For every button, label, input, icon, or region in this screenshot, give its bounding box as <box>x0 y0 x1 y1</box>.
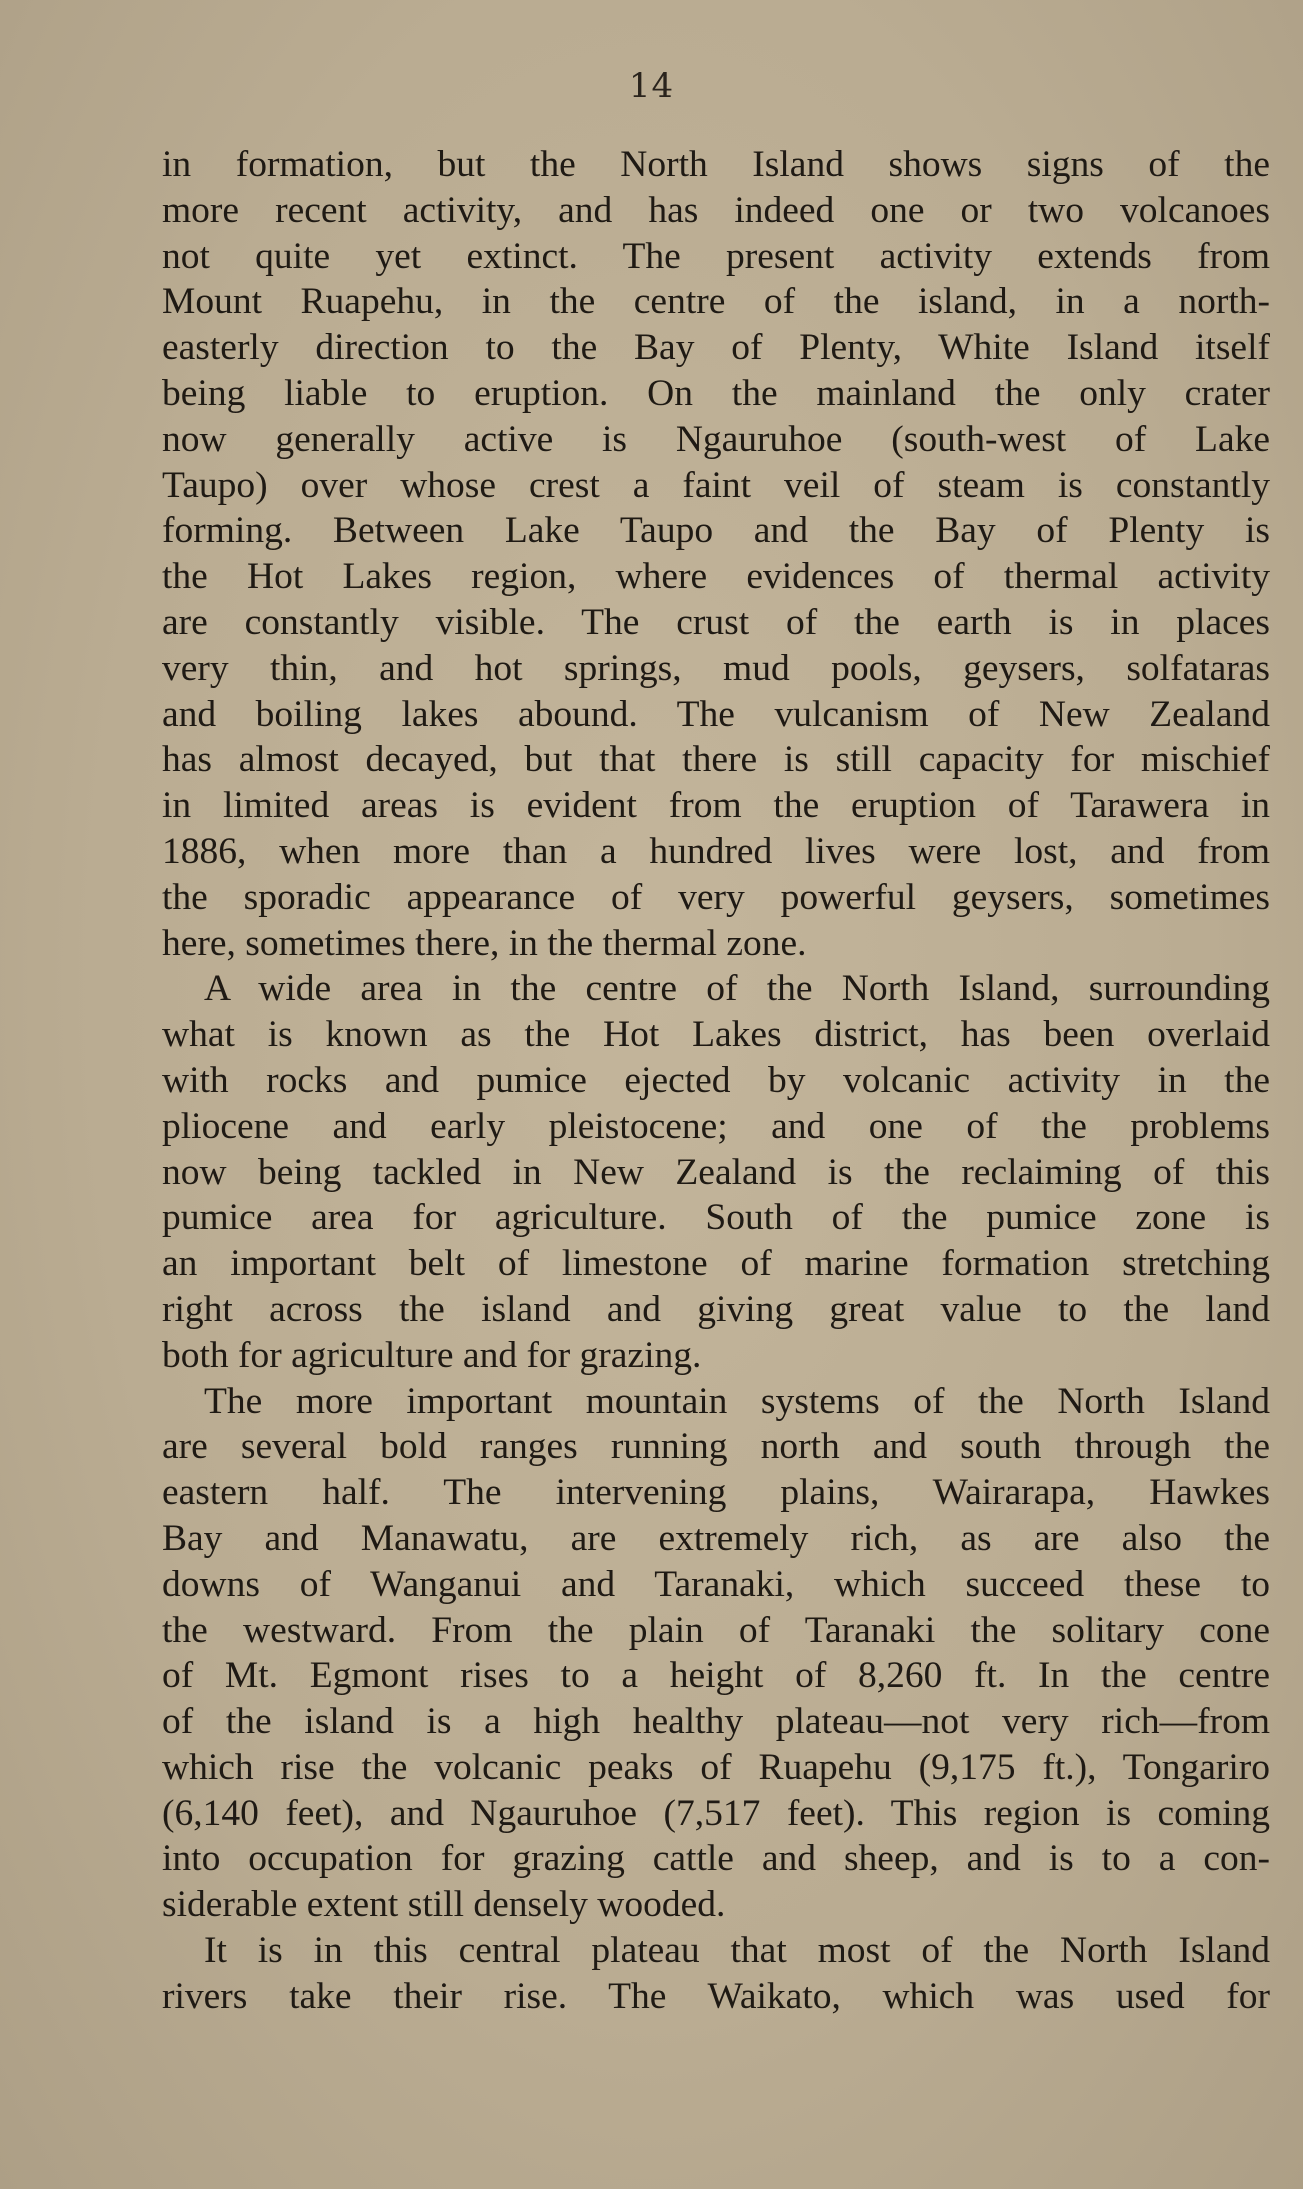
text-line: with rocks and pumice ejected by volcanic activity in the <box>162 1059 1270 1101</box>
paragraph-2 <box>162 966 1270 1378</box>
text-line: and boiling lakes abound. The vulcanism of New Zealand <box>162 693 1270 735</box>
page-number: 14 <box>628 66 675 106</box>
text-line: The more important mountain systems of the North Island <box>204 1380 1270 1422</box>
text-line: right across the island and giving great value to the land <box>162 1288 1270 1330</box>
text-line: of the island is a high healthy plateau—not very rich—from <box>162 1701 1270 1743</box>
text-line: Mount Ruapehu, in the centre of the island, in a north- <box>162 281 1270 323</box>
text-line: the Hot Lakes region, where evidences of thermal activity <box>162 556 1270 598</box>
body-text <box>162 142 1270 2020</box>
text-line: an important belt of limestone of marine formation stretching <box>162 1243 1270 1285</box>
text-line: now being tackled in New Zealand is the reclaiming of this <box>162 1151 1270 1193</box>
text-line: more recent activity, and has indeed one or two volcanoes <box>162 189 1270 231</box>
text-line: not quite yet extinct. The present activity extends from <box>162 235 1270 277</box>
text-line: the westward. From the plain of Taranaki the solitary cone <box>162 1609 1270 1651</box>
text-line: eastern half. The intervening plains, Wairarapa, Hawkes <box>162 1472 1270 1514</box>
paragraph-1 <box>162 142 1270 966</box>
text-line: are constantly visible. The crust of the earth is in places <box>162 601 1270 643</box>
text-line: being liable to eruption. On the mainland the only crater <box>162 372 1270 414</box>
text-line: rivers take their rise. The Waikato, which was used for <box>162 1975 1270 2017</box>
text-line: into occupation for grazing cattle and sheep, and is to a con- <box>162 1838 1270 1880</box>
text-line: siderable extent still densely wooded. <box>162 1884 726 1926</box>
text-line: the sporadic appearance of very powerful geysers, sometimes <box>162 876 1270 918</box>
text-line: forming. Between Lake Taupo and the Bay of Plenty is <box>162 510 1270 552</box>
text-line: A wide area in the centre of the North Island, surrounding <box>204 968 1270 1010</box>
text-line: in limited areas is evident from the eruption of Tarawera in <box>162 785 1270 827</box>
text-line: in formation, but the North Island shows signs of the <box>162 144 1270 185</box>
text-line: both for agriculture and for grazing. <box>162 1334 702 1376</box>
text-line: what is known as the Hot Lakes district, has been overlaid <box>162 1014 1270 1056</box>
text-line: here, sometimes there, in the thermal zone. <box>162 922 807 964</box>
paragraph-3 <box>162 1379 1270 1929</box>
text-line: very thin, and hot springs, mud pools, geysers, solfataras <box>162 647 1270 689</box>
text-line: 1886, when more than a hundred lives were lost, and from <box>162 830 1270 872</box>
paragraph-4 <box>162 1928 1270 2020</box>
text-line: pliocene and early pleistocene; and one of the problems <box>162 1105 1270 1147</box>
text-line: pumice area for agriculture. South of the pumice zone is <box>162 1197 1270 1239</box>
text-line: of Mt. Egmont rises to a height of 8,260 ft. In the centre <box>162 1655 1270 1697</box>
text-line: easterly direction to the Bay of Plenty, White Island itself <box>162 327 1270 369</box>
text-line: has almost decayed, but that there is still capacity for mischief <box>162 739 1270 781</box>
text-line: Bay and Manawatu, are extremely rich, as are also the <box>162 1517 1270 1559</box>
text-line: Taupo) over whose crest a faint veil of steam is constantly <box>162 464 1270 506</box>
text-line: It is in this central plateau that most of the North Island <box>204 1930 1270 1972</box>
text-line: (6,140 feet), and Ngauruhoe (7,517 feet). This region is coming <box>162 1792 1270 1834</box>
text-line: now generally active is Ngauruhoe (south-west of Lake <box>162 418 1270 460</box>
text-line: are several bold ranges running north and south through the <box>162 1426 1270 1468</box>
text-line: which rise the volcanic peaks of Ruapehu (9,175 ft.), Tongariro <box>162 1746 1270 1788</box>
text-line: downs of Wanganui and Taranaki, which succeed these to <box>162 1563 1270 1605</box>
